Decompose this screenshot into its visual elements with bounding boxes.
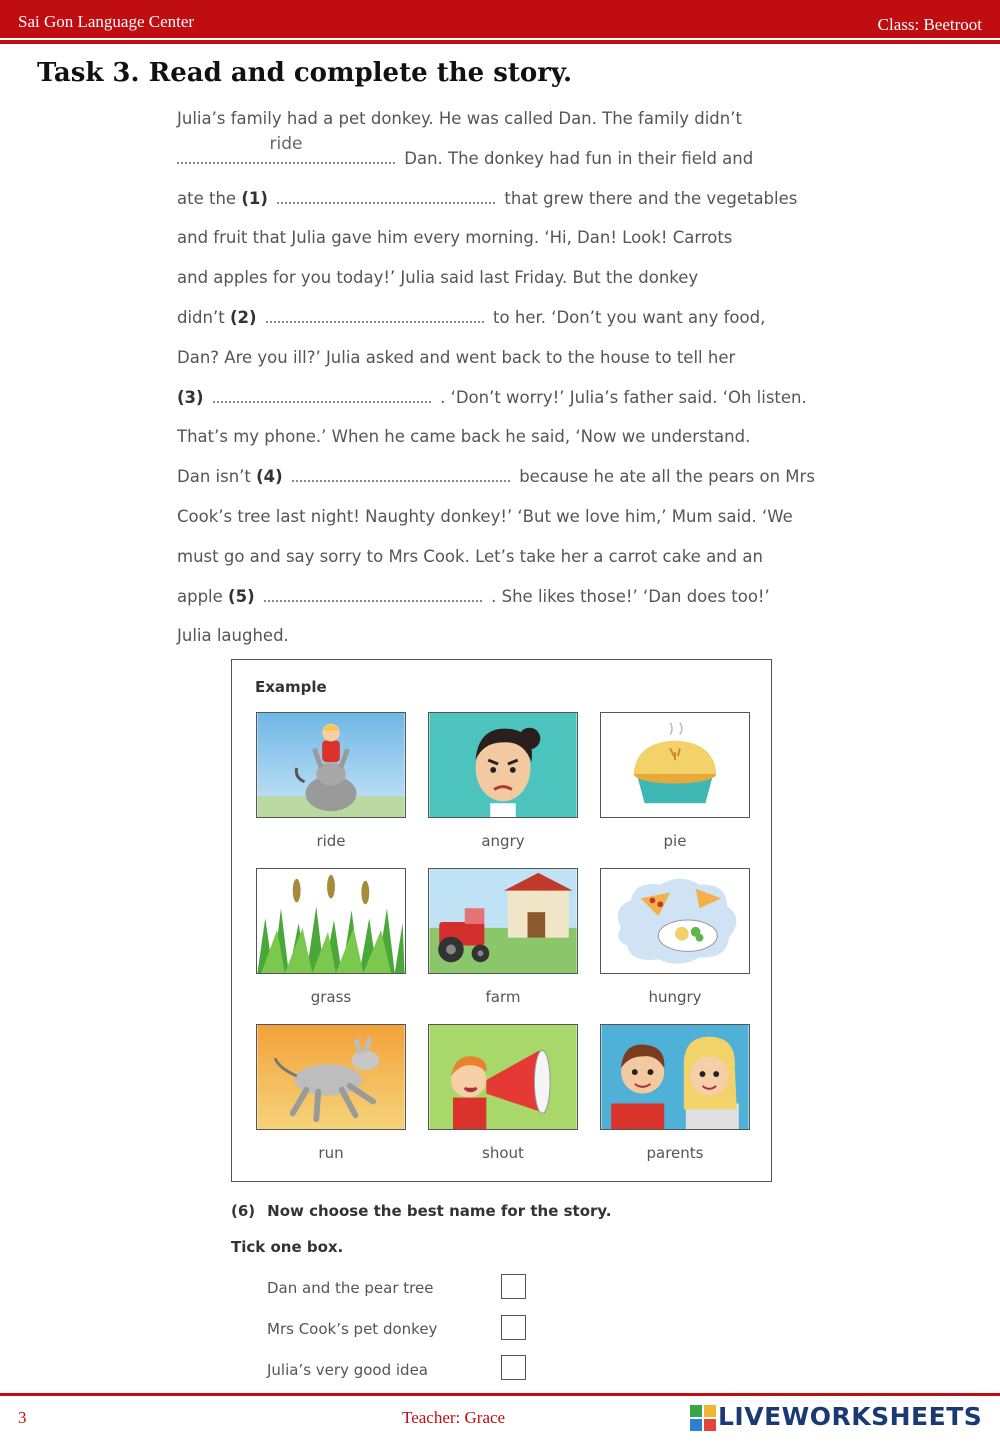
man-and-woman-icon: [601, 1025, 749, 1129]
checkbox-option-1[interactable]: [501, 1274, 526, 1299]
food-thought-cloud-icon: [601, 869, 749, 973]
header-divider: [0, 40, 1000, 44]
blank-number-3: (3): [177, 387, 204, 407]
hungry-picture: [600, 868, 750, 974]
answer-blank-1[interactable]: [277, 188, 495, 204]
task-title: Task 3. Read and complete the story.: [37, 58, 573, 88]
girl-megaphone-icon: [429, 1025, 577, 1129]
picture-label: pie: [663, 832, 687, 850]
grass-icon: [257, 869, 405, 973]
parents-picture: [600, 1024, 750, 1130]
story-line-text: Cook’s tree last night! Naughty donkey!’ ‘But we love him,’ Mum said. ‘We: [177, 506, 793, 526]
question-number: (6): [231, 1202, 256, 1220]
story-line-text: That’s my phone.’ When he came back he said, ‘Now we understand.: [177, 427, 751, 447]
pie-picture: [600, 712, 750, 818]
picture-label: angry: [481, 832, 525, 850]
story-line-text: that grew there and the vegetables: [504, 188, 798, 208]
picture-label: ride: [316, 832, 346, 850]
blank-number-5: (5): [228, 586, 255, 606]
ride-picture: [256, 712, 406, 818]
pie-icon: [601, 713, 749, 817]
story-line-text: . ‘Don’t worry!’ Julia’s father said. ‘Oh listen.: [440, 387, 807, 407]
checkbox-option-2[interactable]: [501, 1315, 526, 1340]
school-name: Sai Gon Language Center: [18, 12, 195, 31]
story-line-text: Dan? Are you ill?’ Julia asked and went back to the house to tell her: [177, 347, 736, 367]
title-option-1: Dan and the pear tree: [267, 1279, 434, 1297]
checkbox-option-3[interactable]: [501, 1355, 526, 1380]
liveworksheets-brand[interactable]: LIVEWORKSHEETS: [718, 1402, 983, 1431]
class-name: Class: Beetroot: [877, 15, 982, 34]
story-line-text: to her. ‘Don’t you want any food,: [493, 307, 766, 327]
picture-label: run: [318, 1144, 344, 1162]
answer-blank-5[interactable]: [264, 586, 482, 602]
picture-label: farm: [485, 988, 521, 1006]
word-picture-box: [231, 659, 772, 1182]
picture-label: grass: [310, 988, 352, 1006]
answer-blank-3[interactable]: [213, 387, 431, 403]
picture-card-run: [256, 1024, 406, 1162]
story-line: [177, 301, 837, 341]
story-text: [177, 102, 837, 659]
footer-divider: [0, 1393, 1000, 1396]
story-line-text: must go and say sorry to Mrs Cook. Let’s take her a carrot cake and an: [177, 546, 763, 566]
angry-picture: [428, 712, 578, 818]
picture-card-farm: [428, 868, 578, 1006]
blank-number-1: (1): [241, 188, 268, 208]
question-text: Now choose the best name for the story.: [267, 1202, 612, 1220]
blank-number-2: (2): [229, 307, 257, 327]
story-line-text: because he ate all the pears on Mrs: [519, 467, 815, 487]
farm-tractor-icon: [429, 869, 577, 973]
story-line: [177, 341, 837, 381]
title-option-2: Mrs Cook’s pet donkey: [267, 1320, 438, 1338]
example-label: Example: [255, 678, 327, 696]
story-line-text: Julia laughed.: [177, 626, 289, 646]
picture-card-ride: [256, 712, 406, 850]
story-line: [177, 133, 837, 182]
story-line: [177, 500, 837, 540]
story-line: [177, 261, 837, 301]
story-line: [177, 381, 837, 421]
story-line: [177, 221, 837, 261]
liveworksheets-logo-icon: [690, 1405, 716, 1431]
picture-card-parents: [600, 1024, 750, 1162]
story-line: [177, 460, 837, 500]
answer-blank-2[interactable]: [266, 307, 484, 323]
question-6: [231, 1202, 612, 1220]
story-line-text: and apples for you today!’ Julia said last Friday. But the donkey: [177, 268, 699, 288]
story-line: [177, 420, 837, 460]
story-line: [177, 540, 837, 580]
picture-label: hungry: [648, 988, 702, 1006]
girl-riding-donkey-icon: [257, 713, 405, 817]
shout-picture: [428, 1024, 578, 1130]
story-line-text: apple: [177, 586, 223, 606]
picture-card-pie: [600, 712, 750, 850]
run-picture: [256, 1024, 406, 1130]
example-answer: ride: [269, 133, 303, 154]
tick-instruction: Tick one box.: [231, 1238, 344, 1256]
title-option-3: Julia’s very good idea: [267, 1361, 429, 1379]
picture-label: shout: [482, 1144, 524, 1162]
running-donkey-icon: [257, 1025, 405, 1129]
story-line-text: didn’t: [177, 307, 225, 327]
answer-blank-4[interactable]: [292, 466, 510, 482]
example-answer-blank: [177, 133, 395, 164]
story-line-text: and fruit that Julia gave him every morning. ‘Hi, Dan! Look! Carrots: [177, 228, 733, 248]
page-number: 3: [18, 1408, 27, 1427]
header-bar: [0, 0, 1000, 38]
picture-card-hungry: [600, 868, 750, 1006]
story-line-text: Julia’s family had a pet donkey. He was called Dan. The family didn’t: [177, 109, 742, 128]
picture-card-grass: [256, 868, 406, 1006]
farm-picture: [428, 868, 578, 974]
picture-label: parents: [646, 1144, 704, 1162]
picture-card-shout: [428, 1024, 578, 1162]
story-line-text: Dan. The donkey had fun in their field and: [404, 148, 754, 168]
story-line-text: Dan isn’t: [177, 467, 251, 487]
story-line: [177, 580, 837, 620]
story-line: [177, 619, 837, 659]
blank-number-4: (4): [256, 467, 283, 487]
teacher-name: Teacher: Grace: [402, 1408, 506, 1427]
grass-picture: [256, 868, 406, 974]
story-line-text: . She likes those!’ ‘Dan does too!’: [491, 586, 770, 606]
story-line-text: ate the: [177, 188, 237, 208]
story-line: [177, 182, 837, 222]
angry-woman-icon: [429, 713, 577, 817]
picture-card-angry: [428, 712, 578, 850]
